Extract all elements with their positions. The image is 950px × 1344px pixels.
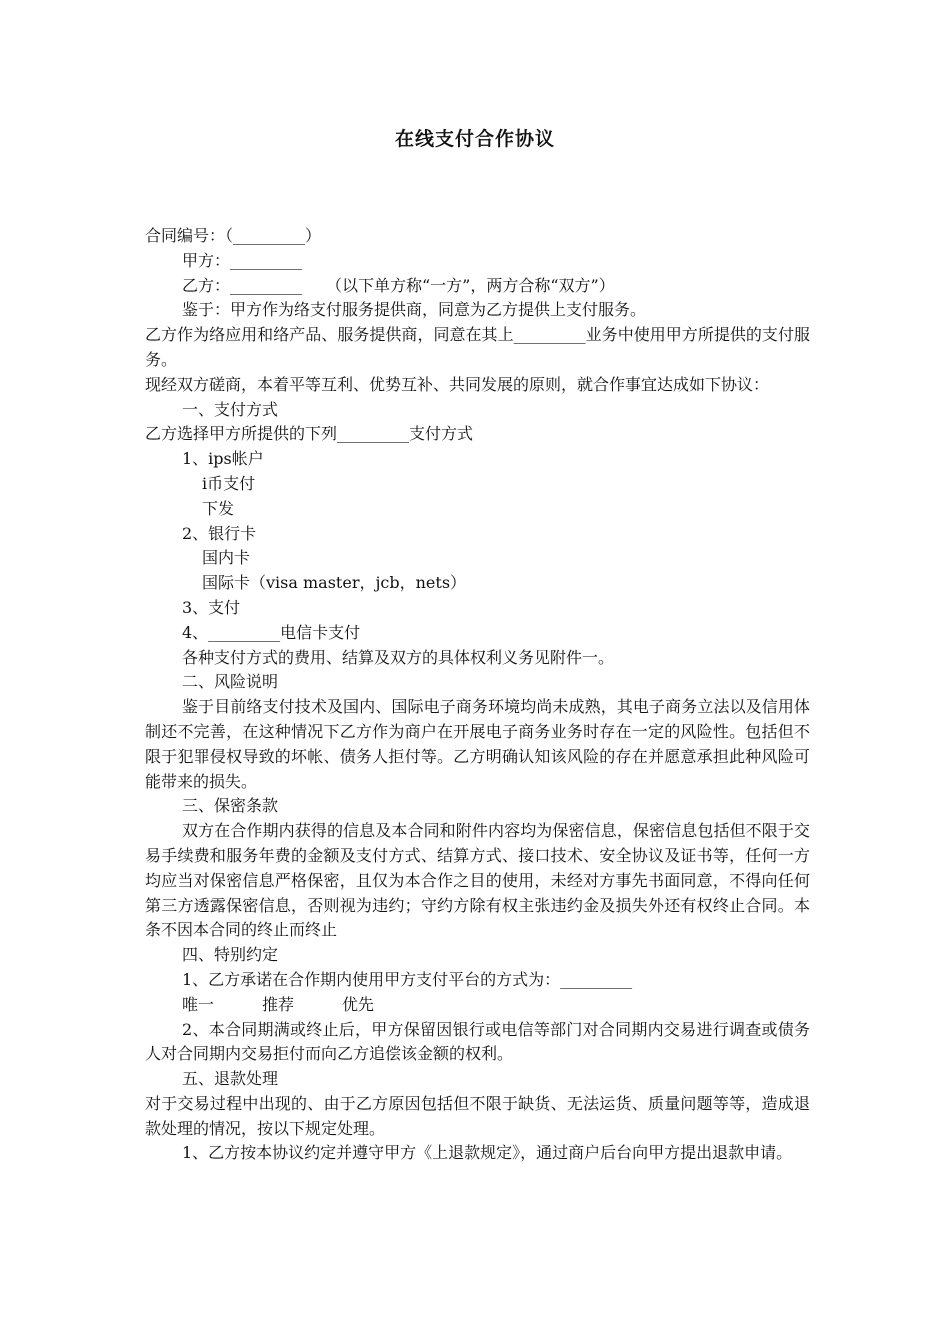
- list-item: 2、银行卡: [182, 523, 257, 543]
- party-a-line: 甲方：_________: [182, 250, 303, 270]
- section-heading-confidentiality: 三、保密条款: [182, 796, 279, 816]
- refund-intro-paragraph: 对于交易过程中出现的、由于乙方原因包括但不限于缺货、无法运货、质量问题等等，造成退款处理的情况，按以下规定处理。: [145, 1093, 810, 1138]
- list-item: 3、支付: [182, 597, 241, 617]
- section-heading-payment-methods: 一、支付方式: [182, 399, 279, 419]
- whereas-line: 鉴于：甲方作为络支付服务提供商，同意为乙方提供上支付服务。: [182, 300, 647, 320]
- confidentiality-paragraph: 双方在合作期内获得的信息及本合同和附件内容均为保密信息，保密信息包括但不限于交易手续费和服务年费的金额及支付方式、结算方式、接口技术、安全协议及证书等，任何一方均应当对保密信息严格保密，且仅为本合作之目的使用，未经对方事先书面同意，不得向任何第三方透露保密信息，否则视为违约；守约方除有权主张违约金及损失外还有权终止合同。本条不因本合同的终止而终止: [145, 821, 810, 940]
- document-title: 在线支付合作协议: [394, 128, 555, 150]
- section-heading-risk: 二、风险说明: [182, 672, 279, 692]
- refund-term-1-paragraph: 1、乙方按本协议约定并遵守甲方《上退款规定》，通过商户后台向甲方提出退款申请。: [182, 1143, 793, 1163]
- section-heading-refund: 五、退款处理: [182, 1069, 279, 1089]
- list-subitem: 国内卡: [202, 548, 251, 568]
- payment-method-selection-line: 乙方选择甲方所提供的下列_________支付方式: [145, 424, 474, 444]
- special-term-1-line: 1、乙方承诺在合作期内使用甲方支付平台的方式为：_________: [182, 969, 633, 989]
- list-subitem: 国际卡（visa master，jcb，nets）: [202, 573, 467, 593]
- party-b-description: 乙方作为络应用和络产品、服务提供商，同意在其上_________业务中使用甲方所提供的支付服务。: [145, 325, 810, 369]
- list-item: 1、ips帐户: [182, 449, 264, 469]
- list-subitem: 下发: [202, 498, 235, 518]
- document-body: [145, 224, 810, 1166]
- fees-note-line: 各种支付方式的费用、结算及双方的具体权利义务见附件一。: [182, 647, 615, 667]
- list-item: 4、_________电信卡支付: [182, 622, 361, 642]
- contract-number-line: 合同编号：（_________）: [145, 226, 322, 245]
- risk-paragraph: 鉴于目前络支付技术及国内、国际电子商务环境均尚未成熟，其电子商务立法以及信用体制还不完善，在这种情况下乙方作为商户在开展电子商务业务时存在一定的风险性。包括但不限于犯罪侵权导致的坏帐、债务人拒付等。乙方明确认知该风险的存在并愿意承担此种风险可能带来的损失。: [145, 697, 810, 791]
- special-term-options-line: 唯一 推荐 优先: [182, 994, 375, 1014]
- party-b-line: 乙方：_________ （以下单方称“一方”，两方合称“双方”）: [182, 275, 615, 295]
- section-heading-special-terms: 四、特别约定: [182, 945, 279, 965]
- agreement-preamble: 现经双方磋商，本着平等互利、优势互补、共同发展的原则，就合作事宜达成如下协议：: [145, 374, 770, 394]
- special-term-2-paragraph: 2、本合同期满或终止后，甲方保留因银行或电信等部门对合同期内交易进行调查或债务人对合同期内交易拒付而向乙方追偿该金额的权利。: [145, 1019, 810, 1064]
- list-subitem: i币支付: [202, 473, 256, 493]
